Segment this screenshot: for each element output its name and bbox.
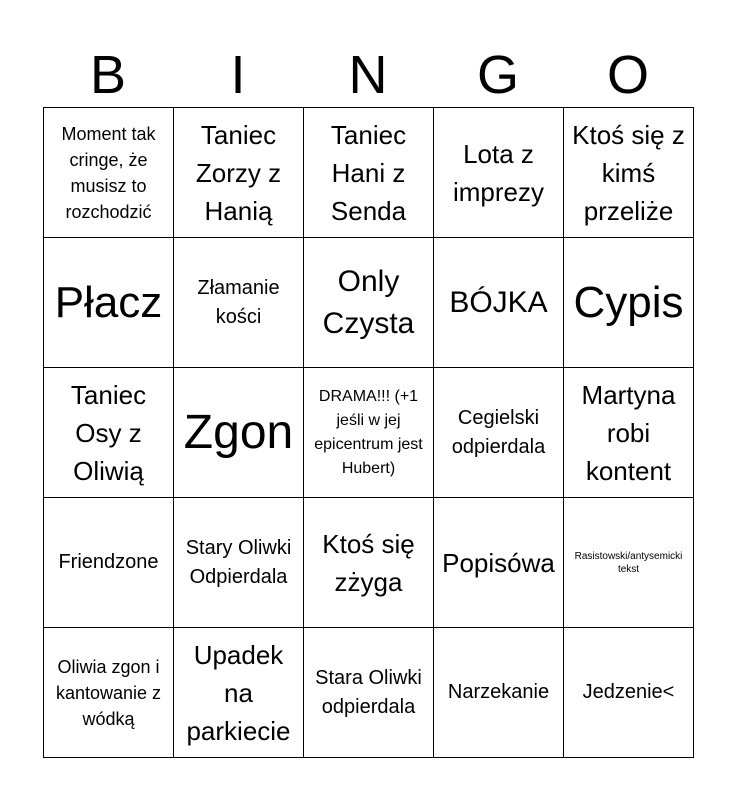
bingo-cell-r3c1[interactable] [44, 368, 174, 498]
bingo-cell-r5c3[interactable] [304, 628, 434, 758]
cell-text: Lota z imprezy [452, 138, 544, 207]
bingo-board [43, 107, 694, 758]
bingo-cell-r4c1[interactable] [44, 498, 174, 628]
bingo-cell-r2c1[interactable] [44, 238, 174, 368]
header-letter-o: O [606, 45, 649, 105]
bingo-cell-r3c2[interactable] [174, 368, 304, 498]
cell-text: Taniec Hani z Senda [330, 119, 407, 226]
bingo-cell-r4c5[interactable] [564, 498, 694, 628]
cell-text: Martyna robi kontent [581, 379, 676, 486]
bingo-cell-r2c3[interactable] [304, 238, 434, 368]
cell-text: Cegielski odpierdala [451, 406, 546, 458]
cell-text: Płacz [54, 277, 163, 327]
header-letter-i: I [230, 45, 246, 105]
cell-text: Zgon [183, 405, 294, 459]
bingo-cell-r1c2[interactable] [174, 108, 304, 238]
bingo-cell-r3c5[interactable] [564, 368, 694, 498]
bingo-cell-r3c3[interactable] [304, 368, 434, 498]
bingo-cell-r5c2[interactable] [174, 628, 304, 758]
bingo-cell-r2c2[interactable] [174, 238, 304, 368]
cell-text: Stary Oliwki Odpierdala [185, 536, 292, 588]
bingo-cell-r4c4[interactable] [434, 498, 564, 628]
cell-text: Oliwia zgon i kantowanie z wódką [55, 656, 162, 729]
bingo-header [43, 42, 693, 108]
cell-text: Taniec Osy z Oliwią [70, 379, 147, 486]
bingo-cell-r4c3[interactable] [304, 498, 434, 628]
cell-text: Upadek na parkiecie [186, 639, 291, 746]
cell-text: Narzekanie [447, 681, 550, 703]
cell-text: Ktoś się z kimś przeliże [572, 119, 685, 226]
cell-text: BÓJKA [449, 285, 548, 319]
cell-text: Stara Oliwki odpierdala [315, 666, 422, 718]
cell-text: Złamanie kości [197, 276, 280, 328]
bingo-cell-r5c1[interactable] [44, 628, 174, 758]
cell-text: Jedzenie< [582, 681, 675, 703]
cell-text: Popisówa [442, 547, 555, 578]
bingo-cell-r2c5[interactable] [564, 238, 694, 368]
cell-text: Moment tak cringe, że musisz to rozchodzić [61, 123, 156, 222]
cell-text: Friendzone [58, 551, 159, 573]
bingo-cell-r1c3[interactable] [304, 108, 434, 238]
header-letter-b: B [89, 45, 127, 105]
bingo-cell-r2c4[interactable] [434, 238, 564, 368]
cell-text: Ktoś się zżyga [322, 528, 415, 597]
cell-text: Only Czysta [322, 264, 415, 340]
bingo-cell-r5c5[interactable] [564, 628, 694, 758]
cell-text: Taniec Zorzy z Hanią [195, 119, 282, 226]
bingo-cell-r1c1[interactable] [44, 108, 174, 238]
bingo-cell-r1c5[interactable] [564, 108, 694, 238]
bingo-cell-r3c4[interactable] [434, 368, 564, 498]
bingo-cell-r4c2[interactable] [174, 498, 304, 628]
cell-text: DRAMA!!! (+1 jeśli w jej epicentrum jest Hubert) [314, 387, 423, 477]
bingo-cell-r1c4[interactable] [434, 108, 564, 238]
header-letter-g: G [476, 45, 519, 105]
bingo-cell-r5c4[interactable] [434, 628, 564, 758]
cell-text: Rasistowski/antysemicki tekst [574, 550, 683, 575]
header-letter-n: N [348, 45, 388, 105]
cell-text: Cypis [573, 277, 684, 327]
